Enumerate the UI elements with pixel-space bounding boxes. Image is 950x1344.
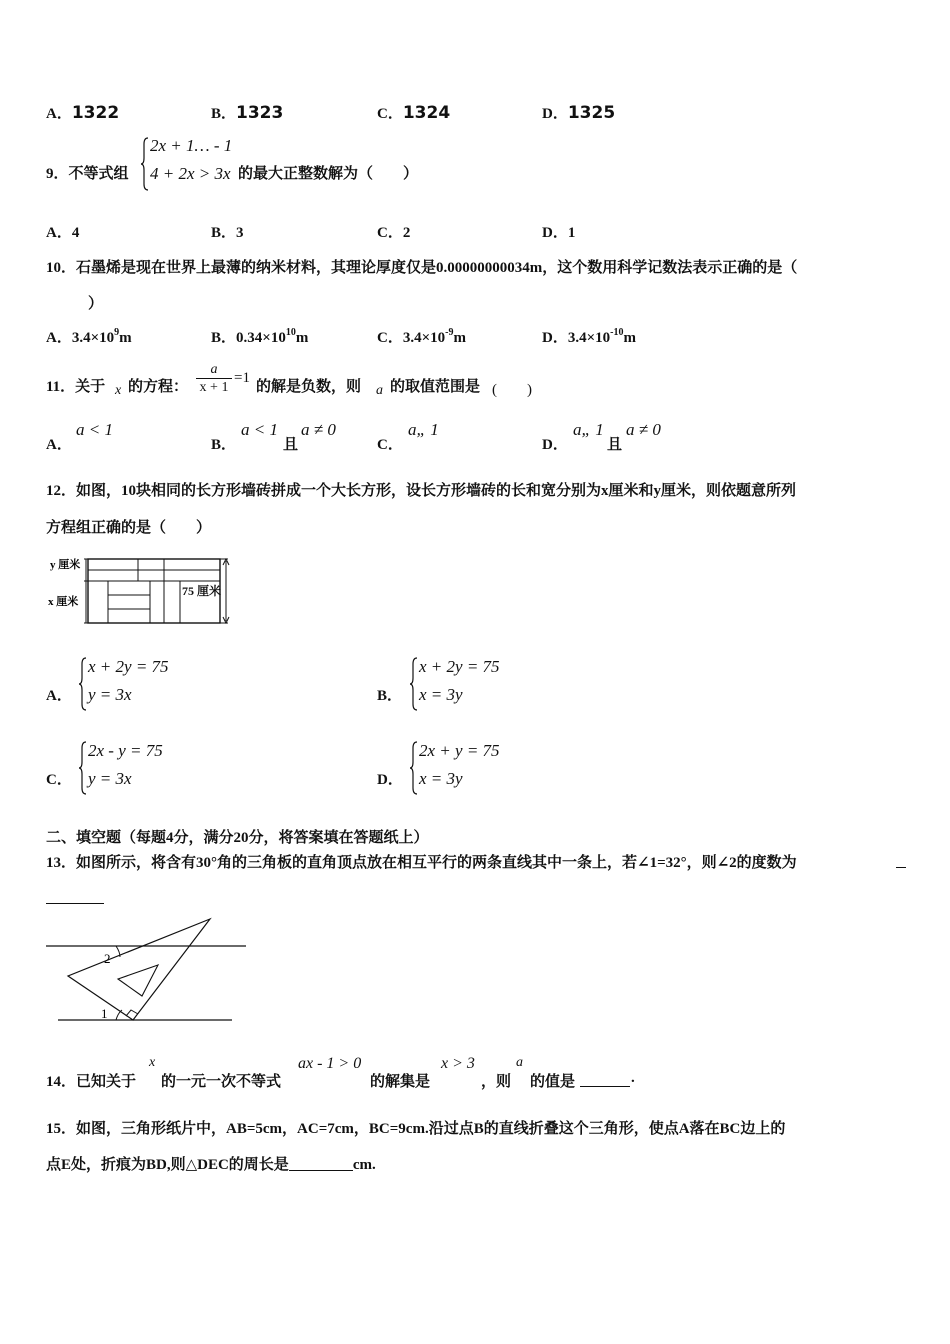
q9-stem-tail: 的最大正整数解为（ ） [238, 166, 419, 182]
option-value: 3 [236, 225, 244, 241]
q9-inequality-system [140, 136, 240, 192]
q11-option-d-value1: a„ 1 [573, 420, 604, 439]
q11-var-a: a [376, 383, 383, 398]
option-value: 1323 [236, 103, 284, 123]
q9-option-a [46, 221, 79, 242]
option-base: 3.4×10 [567, 330, 611, 346]
option-label: A． [46, 225, 72, 241]
q11-option-d-and: 且 [607, 437, 623, 453]
option-label: B． [211, 106, 237, 122]
q13-answer-blank-tail [896, 851, 906, 868]
option-label: D． [542, 106, 568, 122]
option-unit: m [295, 330, 309, 346]
q11-option-c-label: C． [377, 437, 403, 453]
q8-option-a [46, 102, 119, 123]
system-line1: 2x + y = 75 [419, 741, 500, 760]
q12-option-b-system [409, 656, 529, 712]
brace-icon [140, 136, 150, 192]
option-exponent: -9 [445, 327, 454, 338]
q11-option-c-value: a„ 1 [408, 420, 439, 439]
brace-icon [78, 740, 88, 796]
option-label: D． [542, 330, 568, 346]
q14-answer-blank [580, 1070, 630, 1087]
q12-option-a-system [78, 656, 198, 712]
q11-option-d-value2: a ≠ 0 [626, 420, 661, 439]
q10-stem: 10．石墨烯是现在世界上最薄的纳米材料，其理论厚度仅是0.00000000034m，这个数用科学记数法表示正确的是（ [46, 260, 798, 276]
q9-option-c [377, 221, 410, 242]
q11-eq: =1 [234, 370, 250, 386]
q13-answer-blank [46, 889, 104, 904]
q11-option-a-value: a < 1 [76, 420, 113, 439]
q15-answer-blank [289, 1156, 353, 1171]
q10-option-a [46, 326, 132, 347]
system-line1: x + 2y = 75 [88, 657, 169, 676]
q15-stem-line1: 15．如图，三角形纸片中，AB=5cm，AC=7cm，BC=9cm.沿过点B的直线折叠这个三角形，使点A落在BC边上的 [46, 1121, 786, 1137]
q15-line2-text: 点E处，折痕为BD,则△DEC的周长是 [46, 1157, 289, 1173]
option-label: B． [211, 330, 237, 346]
q9-line2: 4 + 2x > 3x [150, 164, 231, 183]
option-label: A． [46, 106, 72, 122]
q9-option-d [542, 221, 575, 242]
brace-icon [78, 656, 88, 712]
q14-end: . [631, 1070, 635, 1086]
system-line1: x + 2y = 75 [419, 657, 500, 676]
q11-option-b-value1: a < 1 [241, 420, 278, 439]
q10-option-c [377, 326, 466, 347]
option-label: C． [377, 330, 403, 346]
q11-mid: 的方程： [128, 379, 189, 395]
q9-line1: 2x + 1… - 1 [150, 136, 233, 155]
q14-prefix: 14．已知关于 [46, 1074, 137, 1090]
q11-paren: ( ) [492, 382, 532, 398]
q11-option-d-label: D． [542, 437, 568, 453]
option-exponent: 10 [285, 327, 296, 338]
option-value: 1322 [71, 103, 120, 123]
q10-option-d [542, 326, 636, 347]
q15-stem-line2 [46, 1153, 376, 1174]
fraction-denominator: x + 1 [196, 378, 232, 396]
q11-tail1: 的解是负数，则 [256, 379, 362, 395]
option-value: 1 [567, 225, 576, 241]
system-line2: y = 3x [88, 769, 132, 788]
q8-option-b [211, 102, 283, 123]
q11-tail2: 的取值范围是 [390, 379, 481, 395]
q11-fraction [196, 362, 232, 396]
set-square-inner [118, 965, 158, 996]
q14-var-x: x [149, 1055, 156, 1070]
fraction-numerator: a [210, 362, 218, 377]
q10-option-b [211, 326, 308, 347]
option-base: 3.4×10 [402, 330, 446, 346]
system-line1: 2x - y = 75 [88, 741, 163, 760]
q11-option-b-and: 且 [283, 437, 299, 453]
option-label: D． [542, 225, 568, 241]
q8-option-d [542, 102, 615, 123]
option-base: 3.4×10 [71, 330, 115, 346]
label-75-cm: 75 厘米 [182, 584, 222, 598]
option-value: 2 [402, 225, 411, 241]
q13-triangle-figure [46, 910, 251, 1030]
q11-option-a-label: A． [46, 437, 72, 453]
q14-inequality: ax - 1 > 0 [298, 1055, 362, 1072]
option-base: 0.34×10 [236, 330, 286, 346]
label-y-cm: y 厘米 [50, 559, 81, 571]
system-line2: x = 3y [419, 685, 463, 704]
q10-stem-end: ） [88, 296, 104, 312]
q9-number: 9．不等式组 [46, 166, 129, 182]
option-value: 4 [71, 225, 80, 241]
q12-stem-line1: 12．如图，10块相同的长方形墙砖拼成一个大长方形，设长方形墙砖的长和宽分别为x厘米和y厘米，则依题意所列 [46, 483, 797, 499]
option-label: B． [211, 225, 237, 241]
q12-option-d-label: D． [377, 772, 403, 788]
system-line2: y = 3x [88, 685, 132, 704]
option-exponent: -10 [610, 327, 624, 338]
q12-option-c-label: C． [46, 772, 72, 788]
option-label: C． [377, 225, 403, 241]
q11-prefix: 11．关于 [46, 379, 106, 395]
q11-var-x: x [115, 383, 122, 398]
brace-icon [409, 656, 419, 712]
option-label: A． [46, 330, 72, 346]
q9-option-b [211, 221, 244, 242]
option-value: 1325 [567, 103, 616, 123]
option-unit: m [119, 330, 132, 346]
q14-var-a: a [516, 1055, 523, 1070]
angle-label-1: 1 [101, 1006, 108, 1021]
brace-icon [409, 740, 419, 796]
set-square-outer [68, 919, 210, 1020]
q12-option-a-label: A． [46, 688, 72, 704]
q13-stem: 13．如图所示，将含有30°角的三角板的直角顶点放在相互平行的两条直线其中一条上，若∠1=32°，则∠2的度数为 [46, 855, 797, 871]
q14-solution: x > 3 [441, 1055, 475, 1072]
option-exponent: 9 [114, 327, 120, 338]
option-label: C． [377, 106, 403, 122]
q11-option-b-value2: a ≠ 0 [301, 420, 336, 439]
q11-option-b-label: B． [211, 437, 237, 453]
option-value: 1324 [402, 103, 451, 123]
q14-mid1: 的一元一次不等式 [161, 1074, 282, 1090]
option-unit: m [453, 330, 466, 346]
q12-option-b-label: B． [377, 688, 403, 704]
section-heading: 二、填空题（每题4分，满分20分，将答案填在答题纸上） [46, 830, 429, 846]
system-line2: x = 3y [419, 769, 463, 788]
q14-tail: 的值是 [530, 1074, 576, 1090]
q14-mid3: ，则 [481, 1074, 512, 1090]
q15-unit: cm. [352, 1157, 376, 1173]
q8-option-c [377, 102, 450, 123]
q12-option-d-system [409, 740, 529, 796]
q14-mid2: 的解集是 [370, 1074, 431, 1090]
option-unit: m [623, 330, 636, 346]
angle-label-2: 2 [104, 951, 111, 966]
q12-option-c-system [78, 740, 198, 796]
q12-stem-line2: 方程组正确的是（ ） [46, 520, 212, 536]
label-x-cm: x 厘米 [48, 596, 79, 608]
